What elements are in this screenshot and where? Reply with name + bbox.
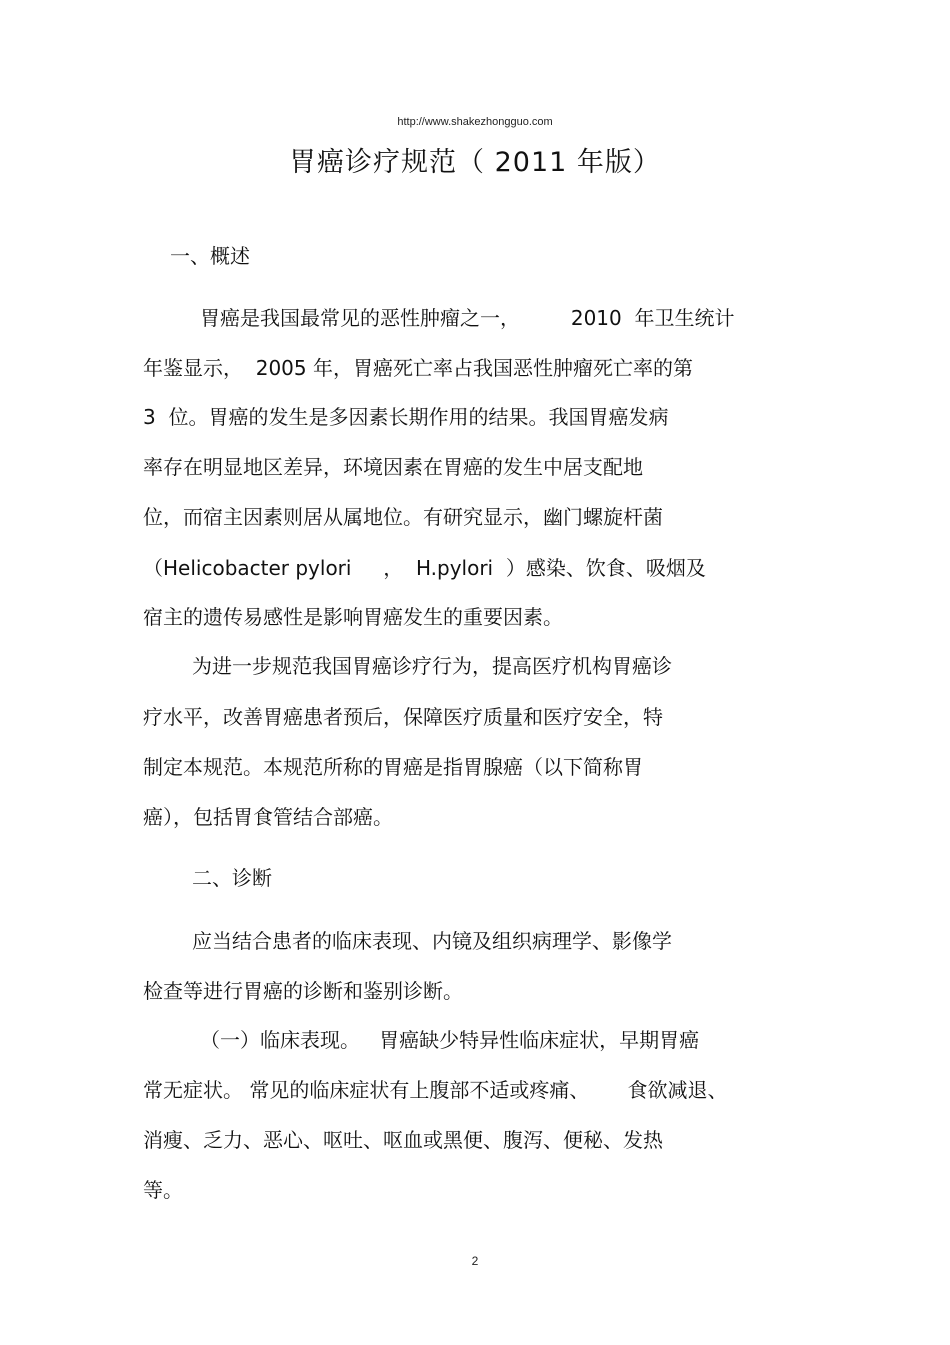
paragraph-line: （一）临床表现。 胃癌缺少特异性临床症状，早期胃癌 <box>200 1028 700 1052</box>
paragraph-line: 胃癌是我国最常见的恶性肿瘤之一， 2010 年卫生统计 <box>200 306 735 330</box>
header-url: http://www.shakezhongguo.com <box>397 116 553 128</box>
paragraph-line: 消瘦、乏力、恶心、呕吐、呕血或黑便、腹泻、便秘、发热 <box>143 1128 663 1152</box>
paragraph-line: 位，而宿主因素则居从属地位。有研究显示，幽门螺旋杆菌 <box>143 505 663 529</box>
paragraph-line: 疗水平，改善胃癌患者预后，保障医疗质量和医疗安全，特 <box>143 705 663 729</box>
paragraph-line: 制定本规范。本规范所称的胃癌是指胃腺癌（以下简称胃 <box>143 755 643 779</box>
section-heading-overview: 一、概述 <box>170 244 250 268</box>
paragraph-line: 率存在明显地区差异，环境因素在胃癌的发生中居支配地 <box>143 455 643 479</box>
paragraph-line: 癌），包括胃食管结合部癌。 <box>143 805 393 829</box>
paragraph-line: 等。 <box>143 1178 183 1202</box>
paragraph-line: 检查等进行胃癌的诊断和鉴别诊断。 <box>143 979 463 1003</box>
paragraph-line: （Helicobacter pylori ， H.pylori ）感染、饮食、吸烟及 <box>143 556 706 580</box>
paragraph-line: 常无症状。 常见的临床症状有上腹部不适或疼痛、 食欲减退、 <box>143 1078 728 1102</box>
paragraph-line: 为进一步规范我国胃癌诊疗行为，提高医疗机构胃癌诊 <box>192 654 672 678</box>
paragraph-line: 年鉴显示， 2005 年，胃癌死亡率占我国恶性肿瘤死亡率的第 <box>143 356 693 380</box>
paragraph-line: 应当结合患者的临床表现、内镜及组织病理学、影像学 <box>192 929 672 953</box>
page-number: 2 <box>471 1254 479 1268</box>
section-heading-diagnosis: 二、诊断 <box>192 866 272 890</box>
paragraph-line: 宿主的遗传易感性是影响胃癌发生的重要因素。 <box>143 605 563 629</box>
document-title: 胃癌诊疗规范（ 2011 年版） <box>289 147 661 178</box>
paragraph-line: 3 位。胃癌的发生是多因素长期作用的结果。我国胃癌发病 <box>143 405 669 429</box>
